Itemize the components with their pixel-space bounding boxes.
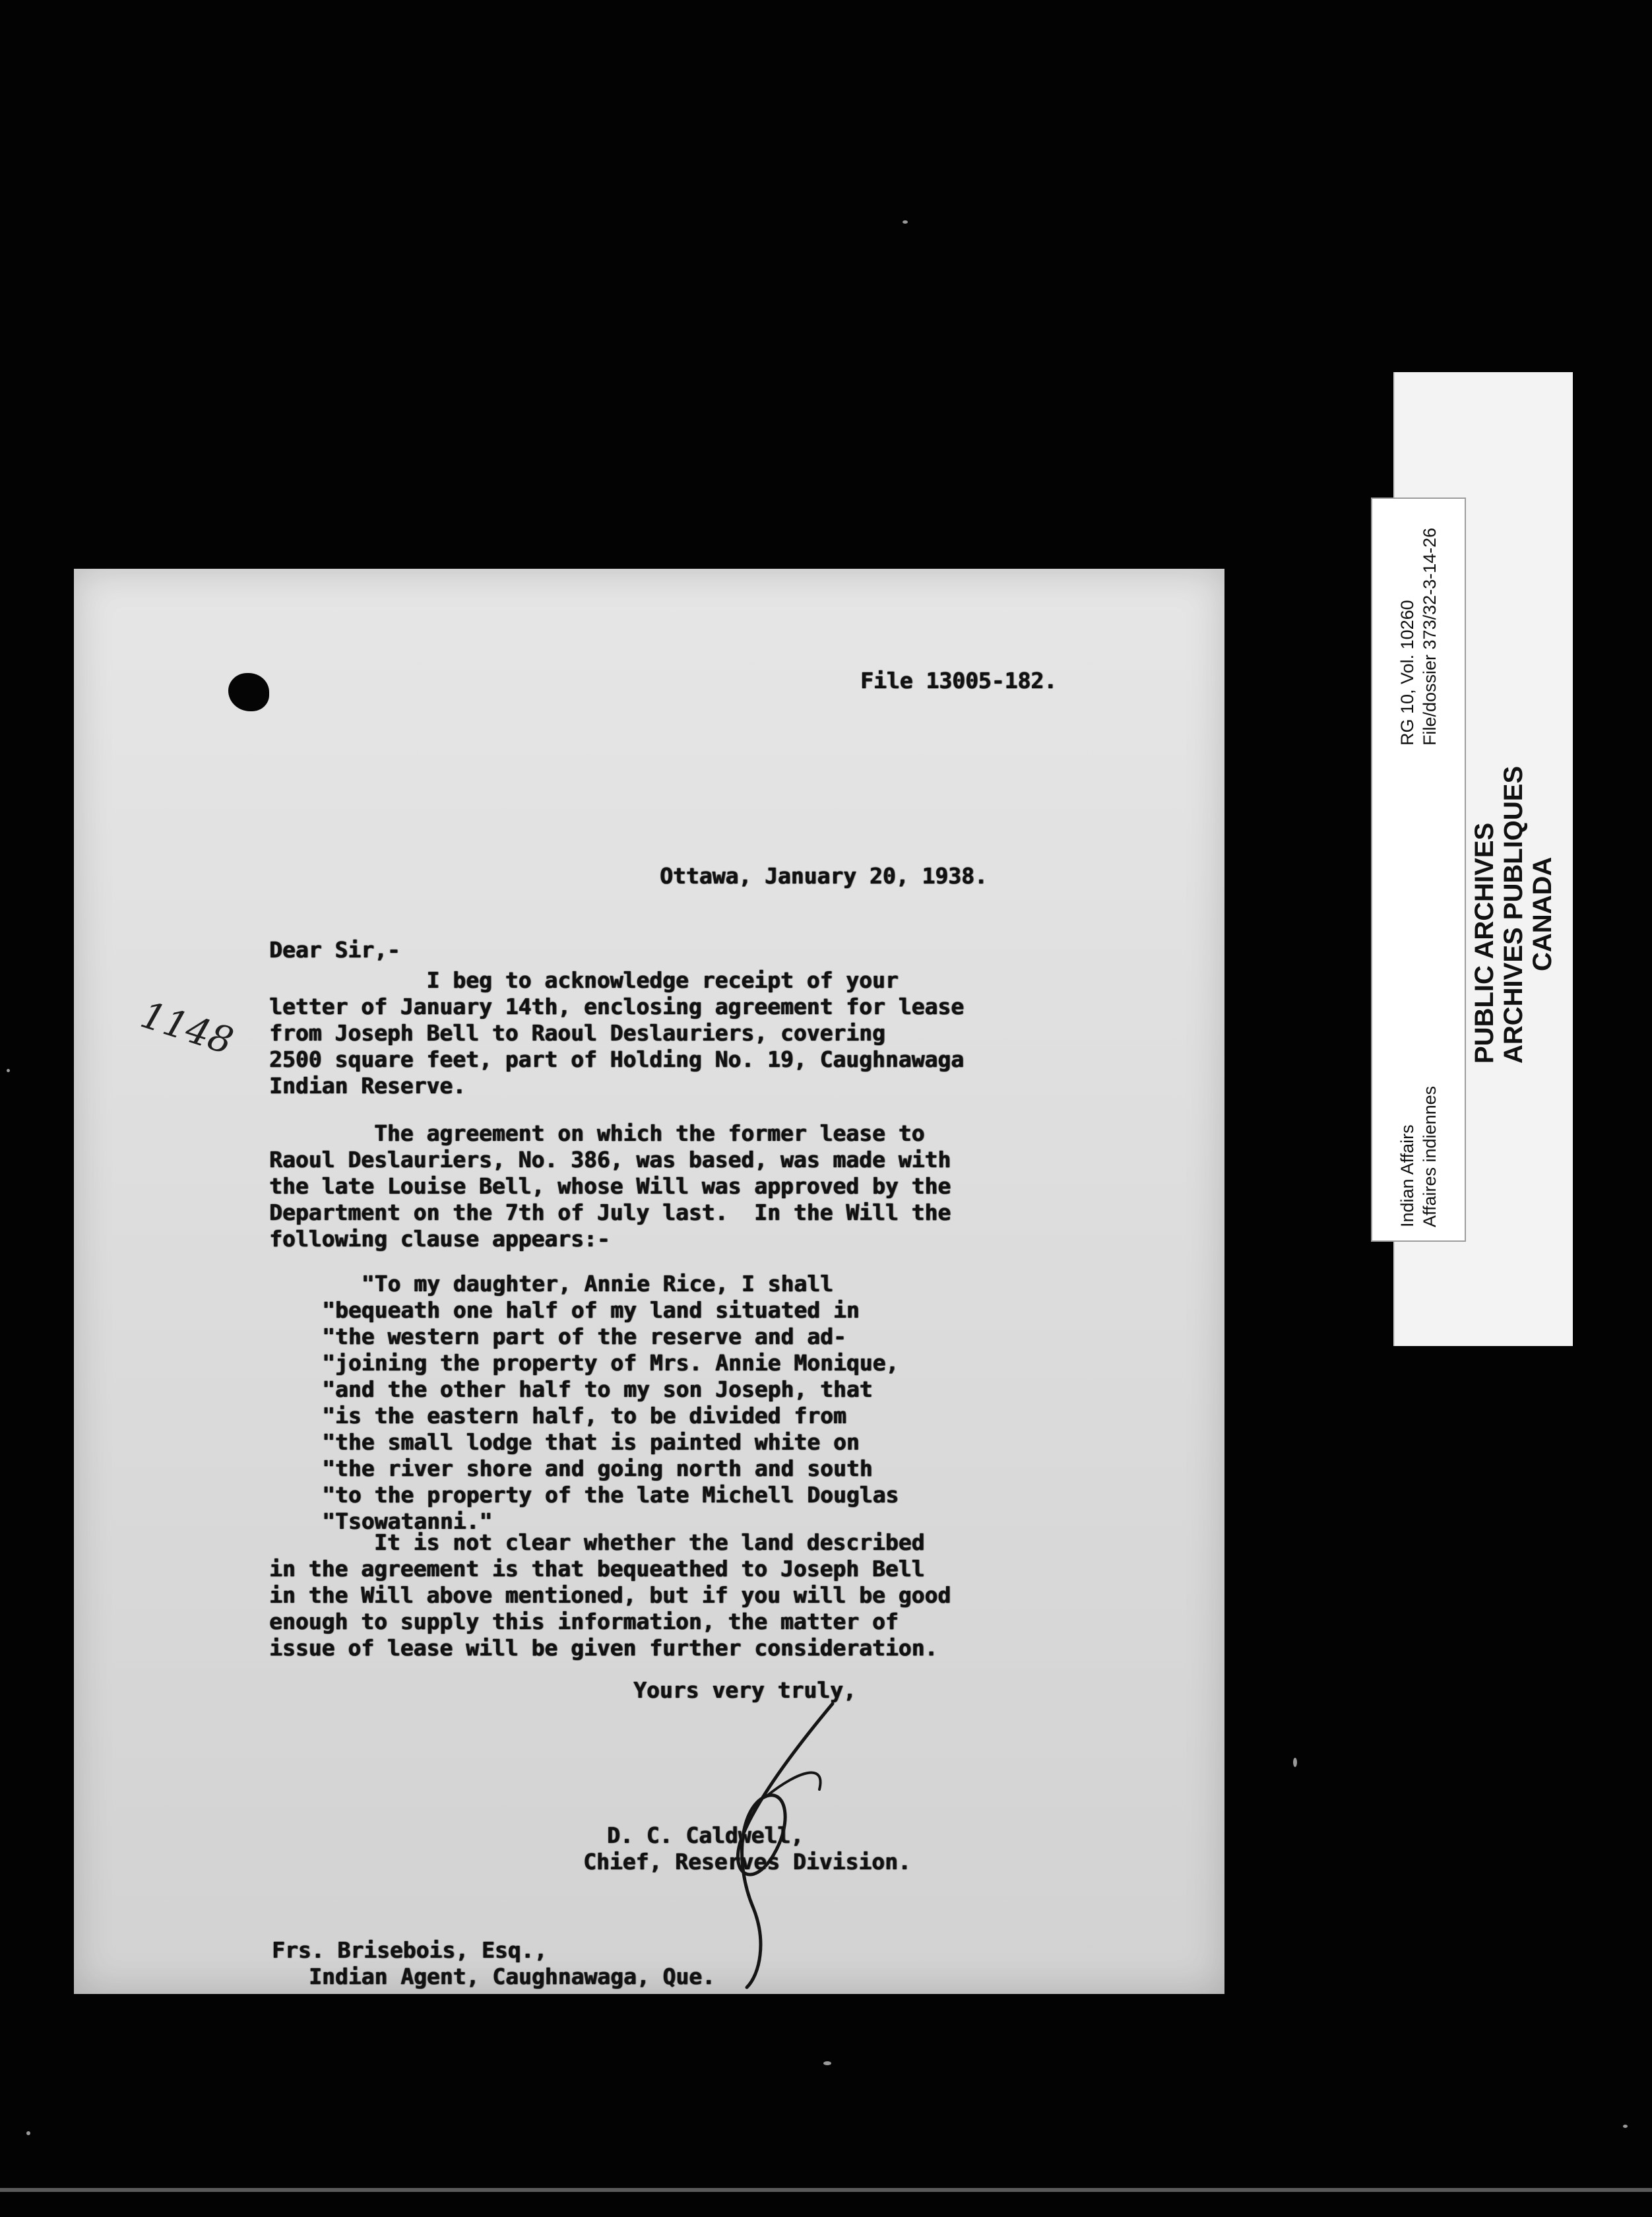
film-speck <box>1623 2125 1628 2128</box>
file-number: File 13005-182. <box>860 668 1058 693</box>
body-paragraph-1: I beg to acknowledge receipt of your letter of January 14th, enclosing agreement for lease from Joseph Bell to Raoul Deslauriers, covering 2500 square feet, part of Holding No. 19, Caughnawaga Indian Reserve. <box>269 967 964 1099</box>
quoted-will-clause: "To my daughter, Annie Rice, I shall "bequeath one half of my land situated in "the western part of the reserve and ad- "joining the property of Mrs. Annie Monique, "and the other half to my son Joseph, that "is the eastern half, to be divided from "the small lodge that is painted white on "the river shore and going north and south "to the property of the late Michell Douglas "Tsowatanni." <box>322 1271 899 1534</box>
dateline: Ottawa, January 20, 1938. <box>660 863 988 889</box>
label-institution-fr: ARCHIVES PUBLIQUES <box>1499 765 1528 1064</box>
film-edge-line <box>0 2188 1652 2192</box>
complimentary-close: Yours very truly, <box>633 1677 856 1703</box>
signatory-name: D. C. Caldwell, <box>607 1822 804 1848</box>
label-institution-en: PUBLIC ARCHIVES <box>1470 822 1499 1064</box>
film-speck <box>823 2061 831 2065</box>
letter-page <box>74 569 1224 1994</box>
label-country: CANADA <box>1528 856 1557 971</box>
body-paragraph-2: The agreement on which the former lease to Raoul Deslauriers, No. 386, was based, was made with the late Louise Bell, whose Will was approved by the Department on the 7th of July last. In the Will the following clause appears:- <box>269 1120 951 1252</box>
film-speck <box>903 220 908 224</box>
addressee-name: Frs. Brisebois, Esq., <box>272 1937 548 1963</box>
signatory-title: Chief, Reserves Division. <box>583 1849 911 1875</box>
film-speck <box>26 2131 30 2135</box>
body-paragraph-3: It is not clear whether the land described in the agreement is that bequeathed to Joseph Bell in the Will above mentioned, but if you will be good enough to supply this information, the matter of issue of lease will be given further consideration. <box>269 1529 951 1661</box>
archive-label-tab <box>1371 498 1466 1242</box>
label-file-reference: File/dossier 373/32-3-14-26 <box>1420 527 1440 746</box>
salutation: Dear Sir,- <box>269 937 400 963</box>
punch-hole <box>228 673 269 711</box>
label-department-en: Indian Affairs <box>1397 1124 1417 1227</box>
addressee-position: Indian Agent, Caughnawaga, Que. <box>309 1964 715 1989</box>
film-speck <box>1293 1758 1297 1767</box>
film-speck <box>7 1069 10 1072</box>
label-department-fr: Affaires indiennes <box>1420 1085 1440 1227</box>
label-record-group: RG 10, Vol. 10260 <box>1397 600 1417 746</box>
handwritten-margin-note: 1148 <box>135 993 239 1064</box>
